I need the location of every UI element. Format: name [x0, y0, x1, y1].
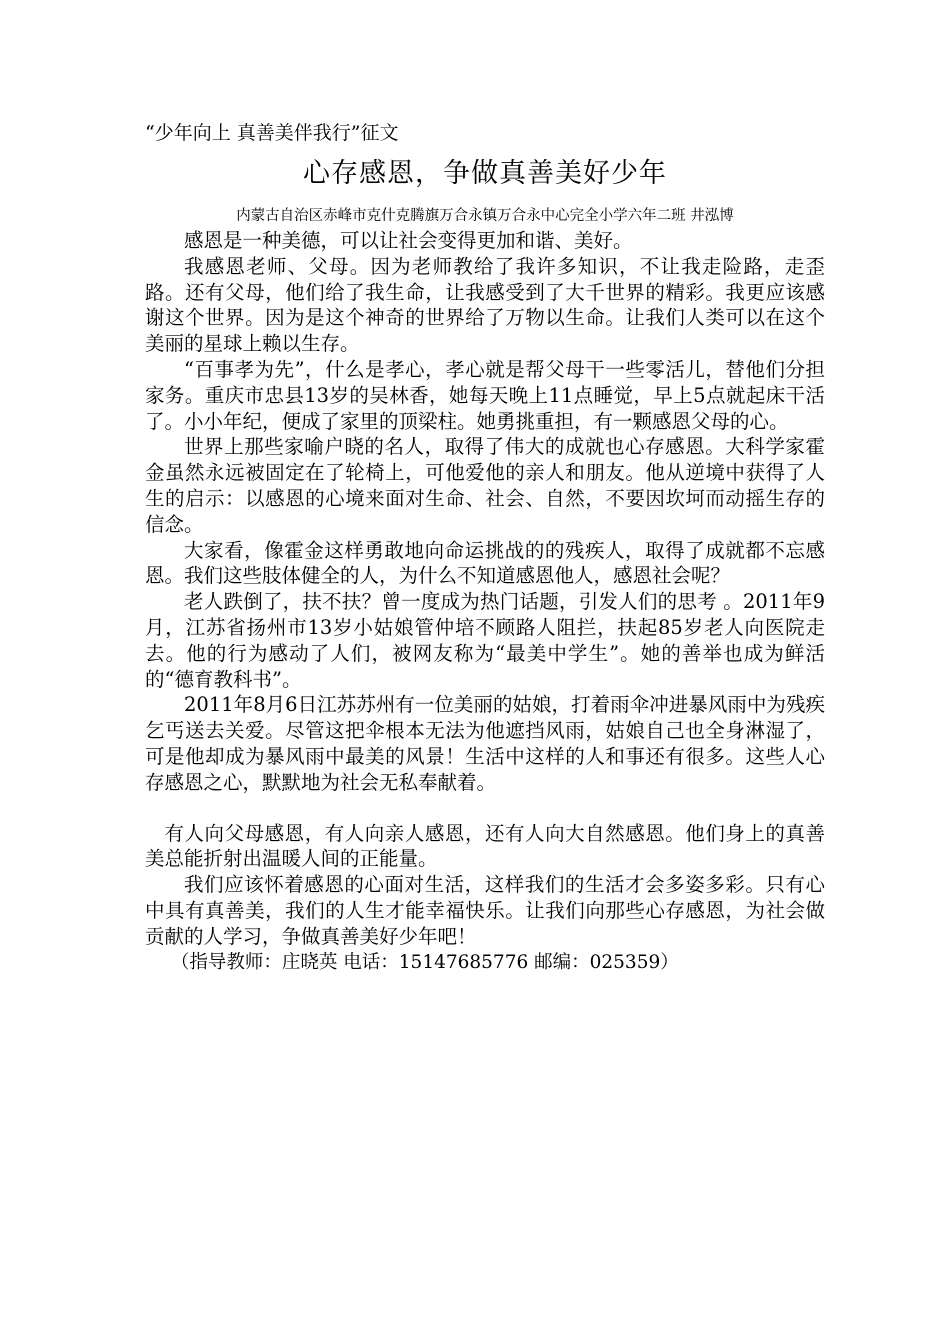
paragraph: 老人跌倒了，扶不扶？曾一度成为热门话题，引发人们的思考 。2011年9月，江苏省扬州市13岁小姑娘管仲培不顾路人阻拦，扶起85岁老人向医院走去。他的行为感动了人们，被网友称为“最美中学生”。她的善举也成为鲜活的“德育教科书”。: [145, 590, 825, 691]
paragraph: 2011年8月6日江苏苏州有一位美丽的姑娘，打着雨伞冲进暴风雨中为残疾乞丐送去关爱。尽管这把伞根本无法为他遮挡风雨，姑娘自己也全身淋湿了，可是他却成为暴风雨中最美的风景！生活中这样的人和事还有很多。这些人心存感恩之心，默默地为社会无私奉献着。: [145, 693, 825, 794]
paragraph: “百事孝为先”，什么是孝心，孝心就是帮父母干一些零活儿，替他们分担家务。重庆市忠县13岁的吴林香，她每天晚上11点睡觉，早上5点就起床干活了。小小年纪，便成了家里的顶梁柱。她勇挑重担，有一颗感恩父母的心。: [145, 357, 825, 433]
paragraph: 我们应该怀着感恩的心面对生活，这样我们的生活才会多姿多彩。只有心中具有真善美，我们的人生才能幸福快乐。让我们向那些心存感恩，为社会做贡献的人学习，争做真善美好少年吧！: [145, 873, 825, 948]
paragraph: 有人向父母感恩，有人向亲人感恩，还有人向大自然感恩。他们身上的真善美总能折射出温暖人间的正能量。: [145, 821, 825, 871]
paragraph-spacer: [145, 796, 825, 821]
teacher-contact-line: （指导教师：庄晓英 电话：15147685776 邮编：025359）: [170, 951, 679, 973]
essay-title: 心存感恩，争做真善美好少年: [303, 158, 667, 189]
document-page: [145, 120, 825, 976]
contest-heading: “少年向上 真善美伴我行”征文: [145, 122, 399, 144]
paragraph: 大家看，像霍金这样勇敢地向命运挑战的的残疾人，取得了成就都不忘感恩。我们这些肢体健全的人，为什么不知道感恩他人，感恩社会呢？: [145, 538, 825, 588]
paragraph: 我感恩老师、父母。因为老师教给了我许多知识，不让我走险路，走歪路。还有父母，他们给了我生命，让我感受到了大千世界的精彩。我更应该感谢这个世界。因为是这个神奇的世界给了万物以生命。让我们人类可以在这个美丽的星球上赖以生存。: [145, 254, 825, 356]
author-line: 内蒙古自治区赤峰市克什克腾旗万合永镇万合永中心完全小学六年二班 井泓博: [236, 208, 734, 224]
essay-body: [145, 228, 825, 950]
paragraph: 感恩是一种美德，可以让社会变得更加和谐、美好。: [184, 229, 633, 252]
paragraph: 世界上那些家喻户晓的名人，取得了伟大的成就也心存感恩。大科学家霍金虽然永远被固定在了轮椅上，可他爱他的亲人和朋友。他从逆境中获得了人生的启示：以感恩的心境来面对生命、社会、自然，不要因坎坷而动摇生存的信念。: [145, 435, 825, 536]
